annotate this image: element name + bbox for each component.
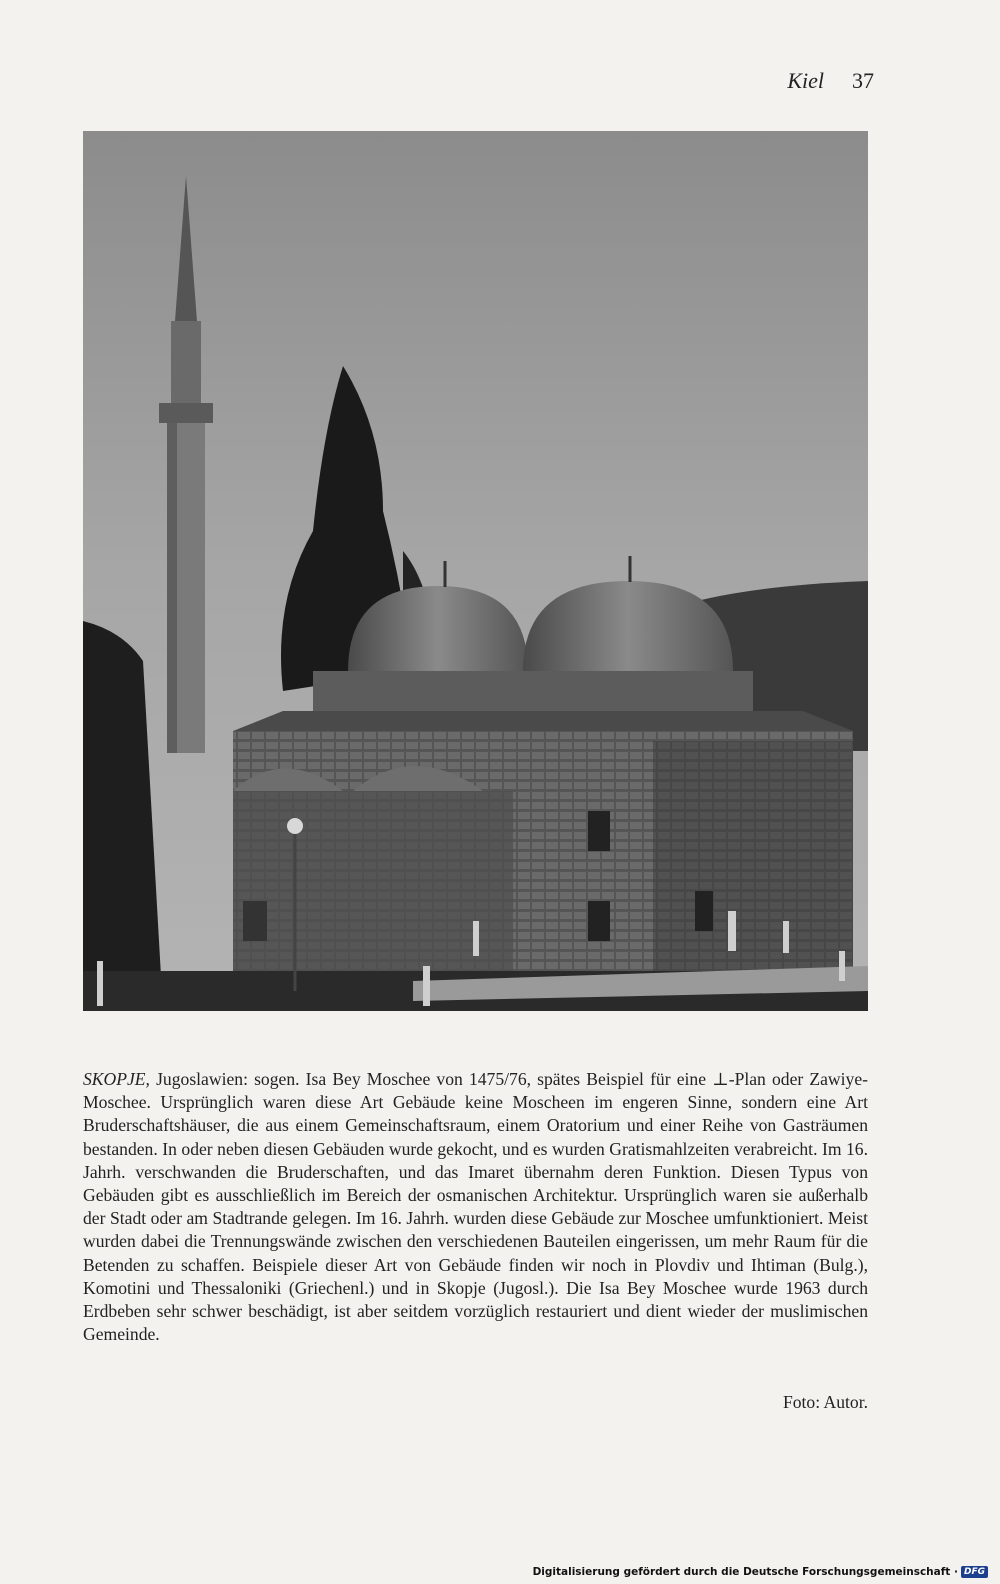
digitization-footer: [533, 1566, 988, 1578]
mosque-photograph: [83, 131, 868, 1011]
photo-credit: Foto: Autor.: [782, 1392, 868, 1412]
footer-text: Digitalisierung gefördert durch die Deutsche Forschungsgemeinschaft ·: [532, 1566, 958, 1578]
page-header: [787, 68, 874, 94]
dfg-logo-icon: DFG: [961, 1566, 988, 1578]
running-title: Kiel: [787, 68, 824, 93]
caption-text: Jugoslawien: sogen. Isa Bey Moschee von 1475/76, spätes Beispiel für eine ⊥-Plan oder Zawiye-Moschee. Ursprünglich waren diese Art Gebäude keine Moscheen im engeren Sinne, sondern eine Art Bruderschaftshäuser, die aus einem Gemeinschaftsraum, einem Oratorium und einer Reihe von Gasträumen bestanden. In oder neben diesen Gebäuden wurde gekocht, und es wurden Gratismahlzeiten verabreicht. Im 16. Jahrh. verschwanden die Bruderschaften, und das Imaret übernahm deren Funktion. Diesen Typus von Gebäuden gibt es ausschließlich im Bereich der osmanischen Architektur. Ursprünglich waren sie außerhalb der Stadt oder am Stadtrande gelegen. Im 16. Jahrh. wurden diese Gebäude zur Moschee umfunktioniert. Meist wurden dabei die Trennungswände zwischen den verschiedenen Bauteilen eingerissen, um mehr Raum für die Betenden zu schaffen. Beispiele dieser Art von Gebäude finden wir noch in Plovdiv und Ihtiman (Bulg.), Komotini und Thessaloniki (Griechenl.) und in Skopje (Jugosl.). Die Isa Bey Moschee wurde 1963 durch Erdbeben sehr schwer beschädigt, ist aber seitdem vorzüglich restauriert und dient wieder der muslimischen Gemeinde.: [83, 1069, 868, 1345]
photo-illustration: [83, 131, 868, 1011]
page-number: 37: [852, 68, 874, 93]
caption-place: SKOPJE,: [83, 1069, 150, 1089]
photo-caption: [83, 1068, 868, 1346]
